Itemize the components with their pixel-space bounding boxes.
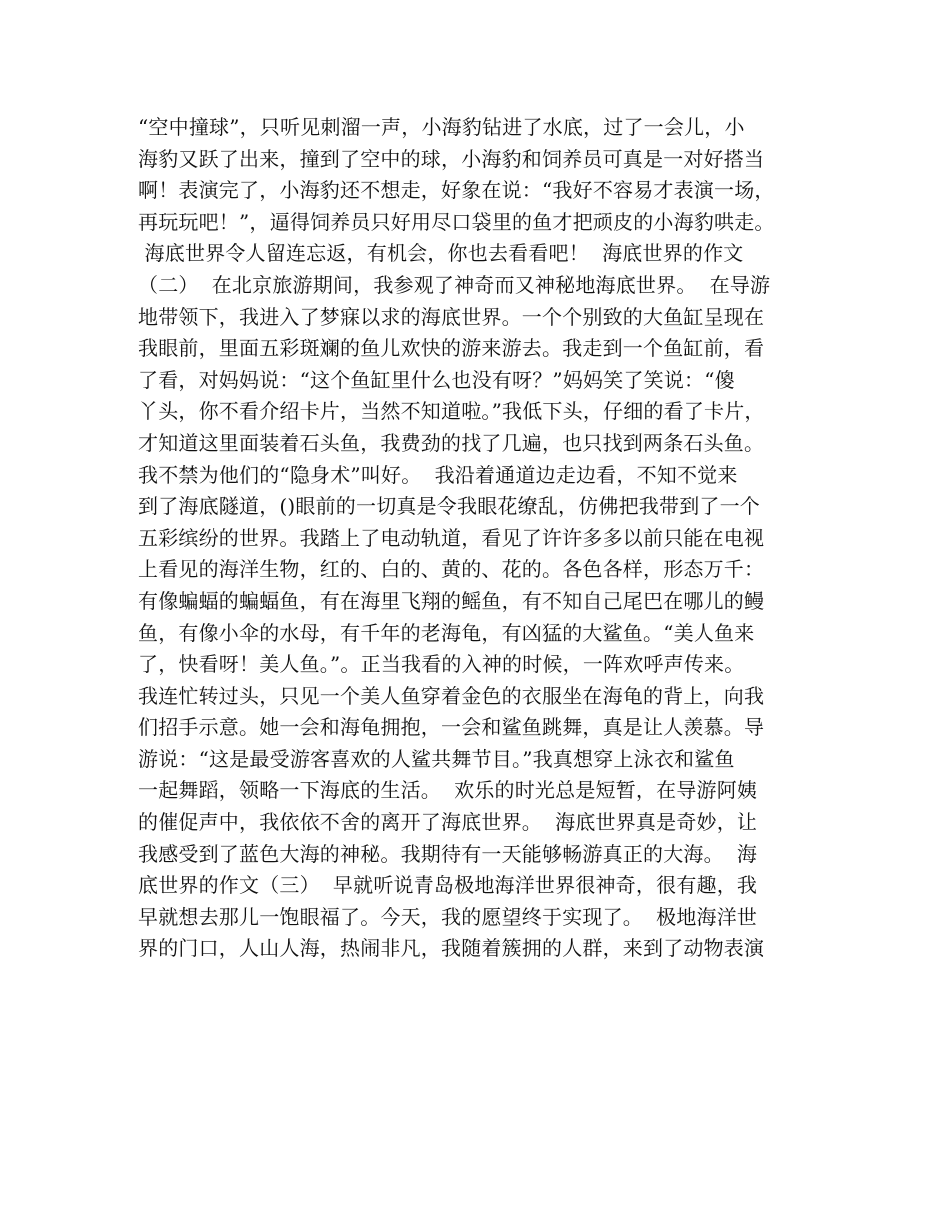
text-line: 了，快看呀！美人鱼。”。正当我看的入神的时候，一阵欢呼声传来。 [138,652,745,677]
text-line: （二） 在北京旅游期间，我参观了神奇而又神秘地海底世界。 在导游 [138,272,771,297]
text-line: 的催促声中，我依依不舍的离开了海底世界。 海底世界真是奇妙，让 [138,810,758,835]
text-line: 我连忙转过头，只见一个美人鱼穿着金色的衣服坐在海龟的背上，向我 [138,683,765,708]
text-line: 有像蝙蝠的蝙蝠鱼，有在海里飞翔的鳐鱼，有不知自己尾巴在哪儿的鳗 [138,588,765,613]
text-line: 一起舞蹈，领略一下海底的生活。 欢乐的时光总是短暂，在导游阿姨 [138,778,758,803]
text-line: 我不禁为他们的“隐身术”叫好。 我沿着通道边走边看，不知不觉来 [138,462,738,487]
text-line: 上看见的海洋生物，红的、白的、黄的、花的。各色各样，形态万千： [138,557,765,582]
text-line: 游说：“这是最受游客喜欢的人鲨共舞节目。”我真想穿上泳衣和鲨鱼 [138,746,735,771]
text-line: 我感受到了蓝色大海的神秘。我期待有一天能够畅游真正的大海。 海 [138,841,758,866]
text-line: 界的门口，人山人海，热闹非凡，我随着簇拥的人群，来到了动物表演 [138,936,765,961]
text-line: 海底世界令人留连忘返，有机会，你也去看看吧！ 海底世界的作文 [138,241,744,266]
text-line: “空中撞球”，只听见刺溜一声，小海豹钻进了水底，过了一会儿，小 [138,115,745,139]
text-line: 鱼，有像小伞的水母，有千年的老海龟，有凶猛的大鲨鱼。“美人鱼来 [138,620,755,645]
text-line: 才知道这里面装着石头鱼，我费劲的找了几遍，也只找到两条石头鱼。 [138,430,765,455]
text-line: 五彩缤纷的世界。我踏上了电动轨道，看见了许许多多以前只能在电视 [138,525,765,550]
text-line: 丫头，你不看介绍卡片，当然不知道啦。”我低下头，仔细的看了卡片， [138,399,765,424]
text-line: 们招手示意。她一会和海龟拥抱，一会和鲨鱼跳舞，真是让人羡慕。导 [138,715,765,740]
text-line: 地带领下，我进入了梦寐以求的海底世界。一个个别致的大鱼缸呈现在 [138,304,765,329]
article-body [138,112,818,965]
text-line: 早就想去那儿一饱眼福了。今天，我的愿望终于实现了。 极地海洋世 [138,904,758,929]
text-line: 到了海底隧道，()眼前的一切真是令我眼花缭乱，仿佛把我带到了一个 [138,494,761,519]
text-line: 我眼前，里面五彩斑斓的鱼儿欢快的游来游去。我走到一个鱼缸前，看 [138,336,765,361]
text-line: 底世界的作文（三） 早就听说青岛极地海洋世界很神奇，很有趣，我 [138,873,758,898]
text-line: 啊！表演完了，小海豹还不想走，好象在说：“我好不容易才表演一场， [138,178,775,203]
text-line: 海豹又跃了出来，撞到了空中的球，小海豹和饲养员可真是一对好搭当 [138,146,765,171]
text-line: 了看，对妈妈说：“这个鱼缸里什么也没有呀？”妈妈笑了笑说：“傻 [138,367,735,392]
text-line: 再玩玩吧！”，逼得饲养员只好用尽口袋里的鱼才把顽皮的小海豹哄走。 [138,209,775,234]
